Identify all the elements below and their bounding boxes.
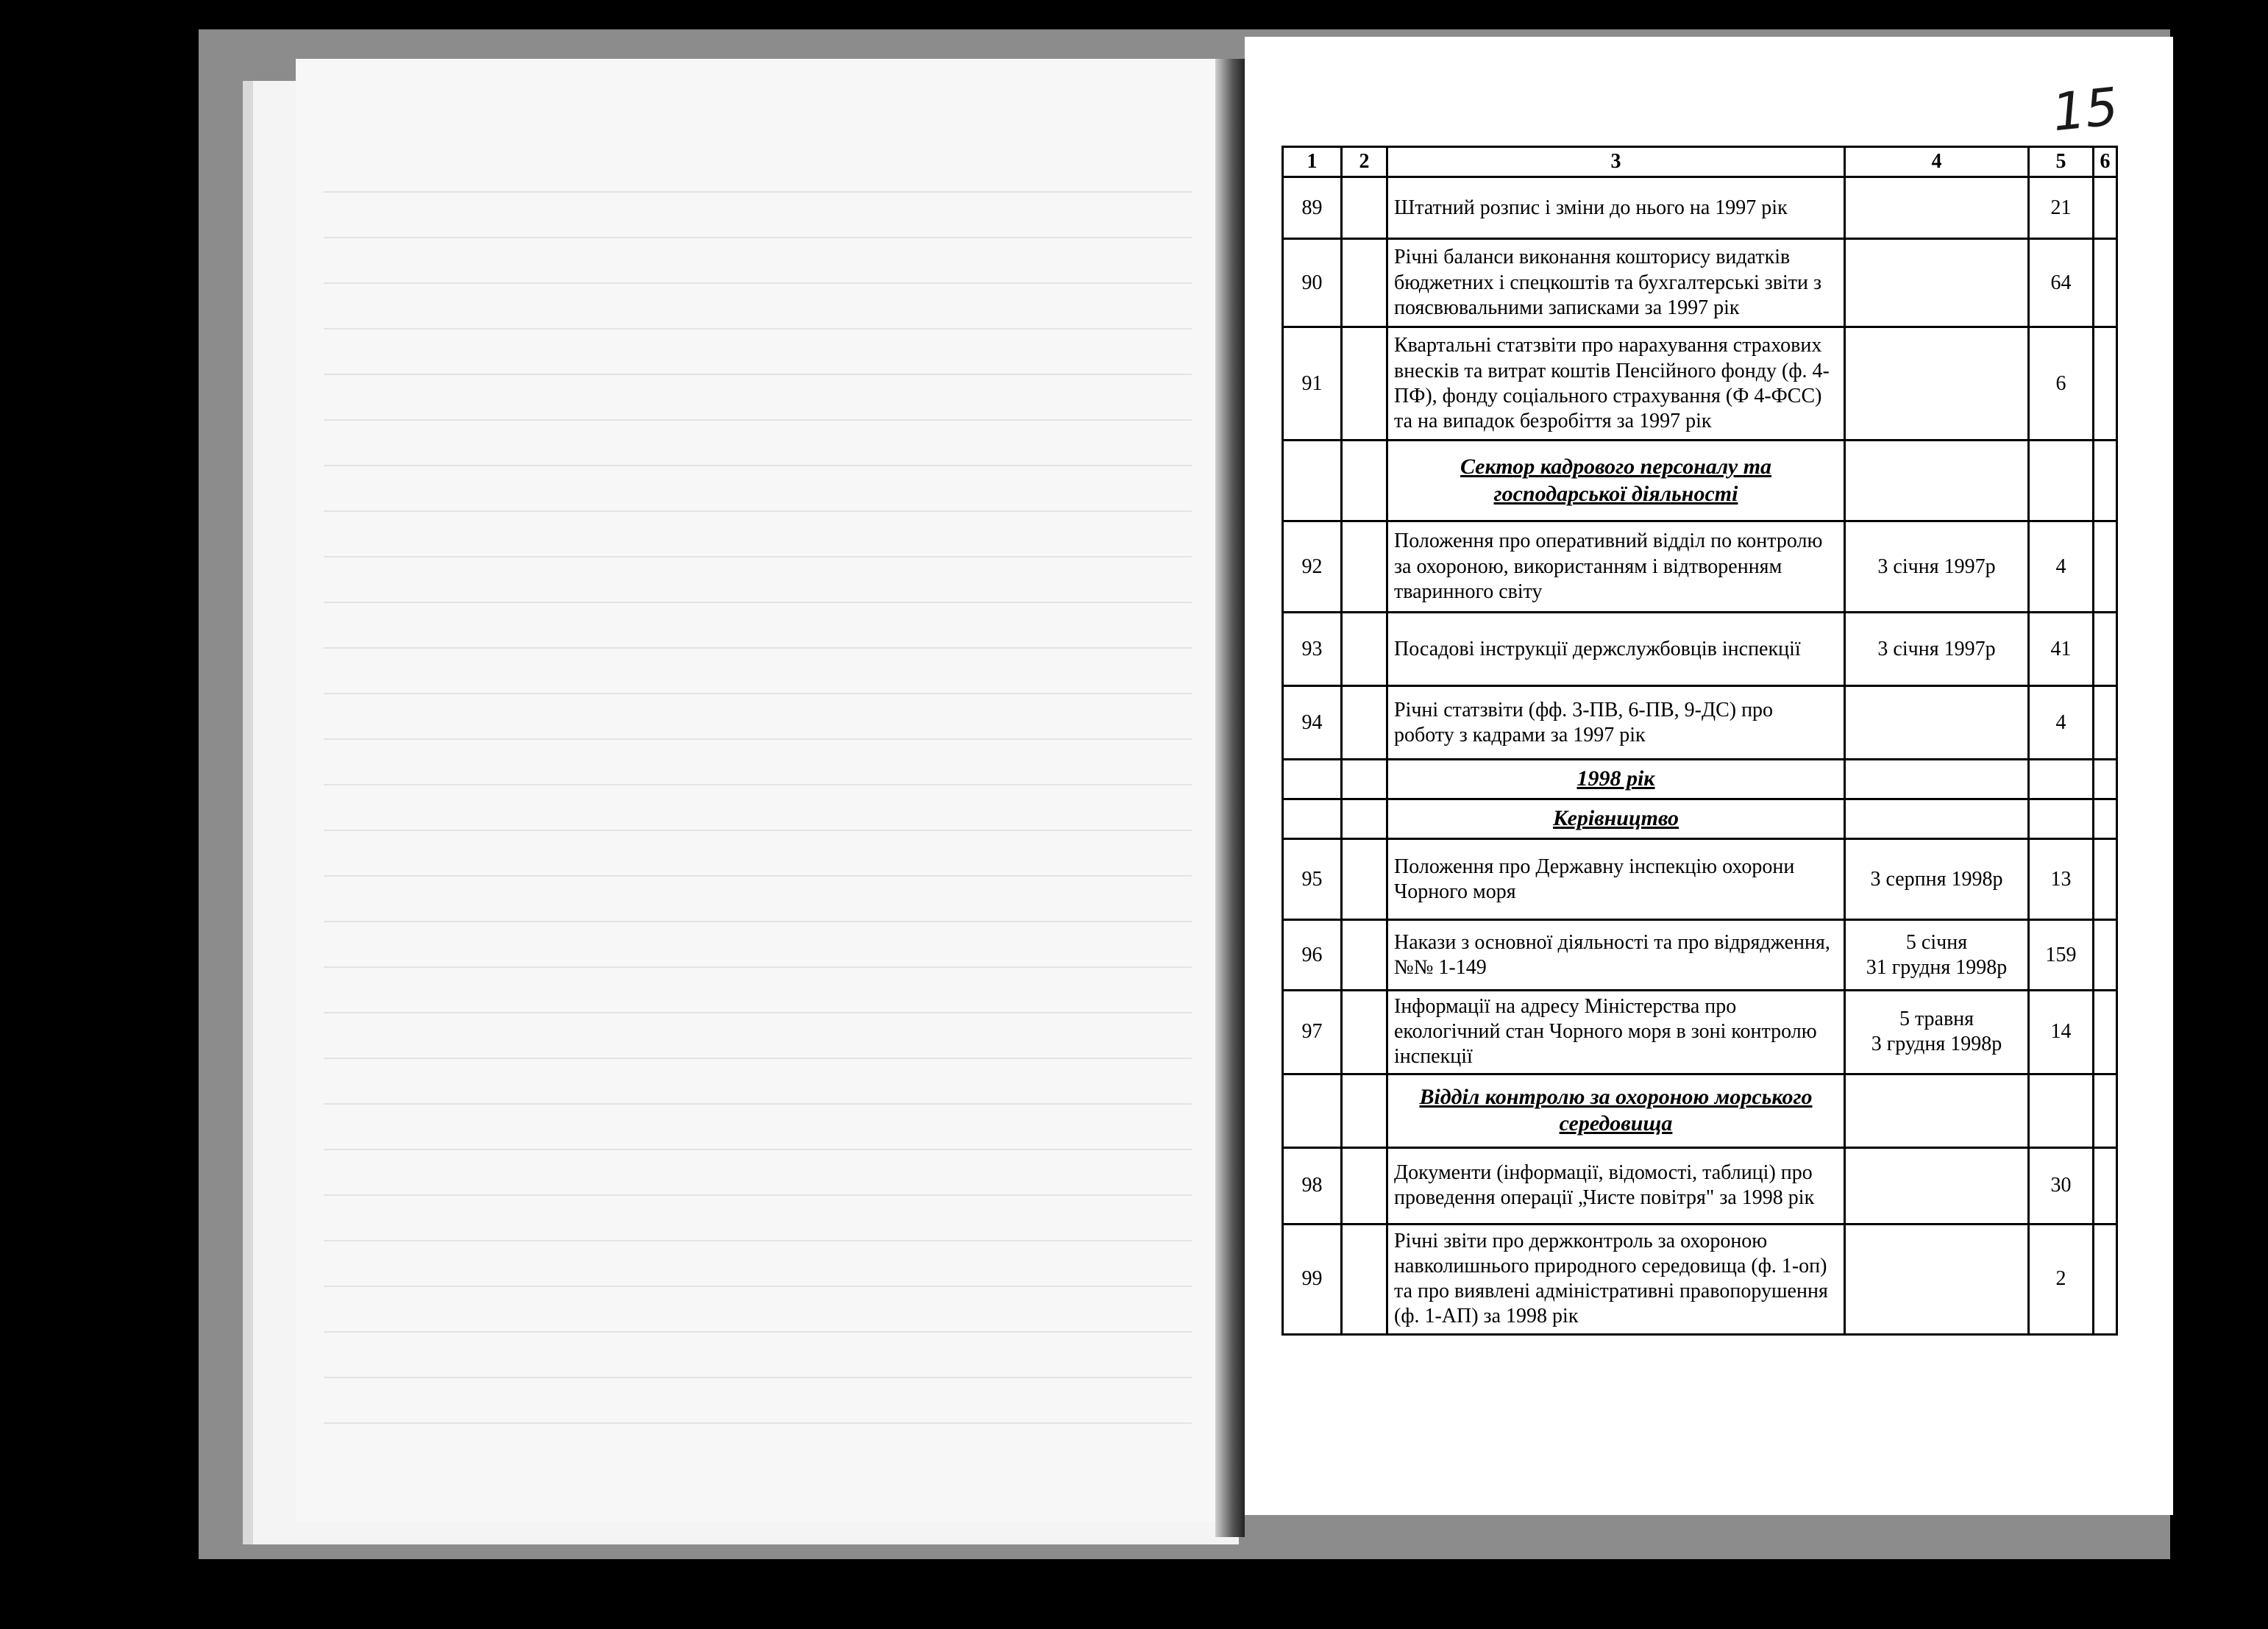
empty-cell (1845, 760, 2029, 799)
item-date: 5 січня 31 грудня 1998р (1845, 920, 2029, 991)
empty-cell (1845, 799, 2029, 839)
empty-cell (1845, 441, 2029, 521)
item-number: 92 (1283, 521, 1342, 613)
table-row (1283, 521, 2117, 613)
empty-cell (1342, 920, 1387, 991)
empty-cell (1845, 1074, 2029, 1147)
header-cell: 6 (2094, 147, 2117, 177)
item-title: Накази з основної діяльності та про відрядження, №№ 1-149 (1387, 920, 1845, 991)
empty-cell (2029, 441, 2094, 521)
item-date (1845, 239, 2029, 327)
empty-cell (1342, 1074, 1387, 1147)
empty-cell (1342, 177, 1387, 239)
empty-cell (1342, 1147, 1387, 1224)
item-number: 89 (1283, 177, 1342, 239)
empty-cell (2094, 613, 2117, 686)
empty-cell (1283, 799, 1342, 839)
table-row (1283, 239, 2117, 327)
empty-cell (2094, 799, 2117, 839)
empty-cell (1283, 1074, 1342, 1147)
header-row (1283, 147, 2117, 177)
item-number: 97 (1283, 991, 1342, 1074)
empty-cell (2094, 991, 2117, 1074)
item-number: 91 (1283, 327, 1342, 441)
item-title: Квартальні статзвіти про нарахування страхових внесків та витрат коштів Пенсійного фонду (ф. 4-ПФ), фонду соціального страхування (Ф 4-ФСС) та на випадок безробіття за 1997 рік (1387, 327, 1845, 441)
section-title: Керівництво (1387, 799, 1845, 839)
item-sheets: 2 (2029, 1224, 2094, 1334)
section-row (1283, 1074, 2117, 1147)
item-sheets: 41 (2029, 613, 2094, 686)
item-title: Штатний розпис і зміни до нього на 1997 рік (1387, 177, 1845, 239)
item-date: 3 січня 1997р (1845, 613, 2029, 686)
empty-cell (1342, 441, 1387, 521)
table-row (1283, 1224, 2117, 1334)
empty-cell (1342, 686, 1387, 760)
item-title: Інформації на адресу Міністерства про екологічний стан Чорного моря в зоні контролю інспекції (1387, 991, 1845, 1074)
item-number: 94 (1283, 686, 1342, 760)
item-sheets: 6 (2029, 327, 2094, 441)
item-sheets: 64 (2029, 239, 2094, 327)
empty-cell (2029, 1074, 2094, 1147)
register-table (1281, 146, 2118, 1336)
item-title: Річні звіти про держконтроль за охороною навколишнього природного середовища (ф. 1-оп) та про виявлені адміністративні правопорушення (ф. 1-АП) за 1998 рік (1387, 1224, 1845, 1334)
item-title: Річні баланси виконання кошторису видатків бюджетних і спецкоштів та бухгалтерські звіти з поясвювальними записками за 1997 рік (1387, 239, 1845, 327)
item-sheets: 159 (2029, 920, 2094, 991)
section-title: Відділ контролю за охороною морського середовища (1387, 1074, 1845, 1147)
empty-cell (2029, 799, 2094, 839)
item-date: 3 серпня 1998р (1845, 839, 2029, 920)
empty-cell (2094, 1224, 2117, 1334)
table-row (1283, 613, 2117, 686)
empty-cell (2094, 1147, 2117, 1224)
item-date (1845, 327, 2029, 441)
folio-number: 15 (2049, 76, 2122, 143)
item-date (1845, 1224, 2029, 1334)
header-cell: 4 (1845, 147, 2029, 177)
item-number: 98 (1283, 1147, 1342, 1224)
empty-cell (2094, 441, 2117, 521)
empty-cell (1342, 1224, 1387, 1334)
item-date (1845, 686, 2029, 760)
empty-cell (2094, 686, 2117, 760)
item-sheets: 14 (2029, 991, 2094, 1074)
empty-cell (1342, 239, 1387, 327)
empty-cell (2094, 1074, 2117, 1147)
item-sheets: 30 (2029, 1147, 2094, 1224)
header-cell: 5 (2029, 147, 2094, 177)
item-number: 93 (1283, 613, 1342, 686)
section-row (1283, 441, 2117, 521)
table-row (1283, 991, 2117, 1074)
empty-cell (2094, 760, 2117, 799)
section-row (1283, 799, 2117, 839)
item-sheets: 13 (2029, 839, 2094, 920)
empty-cell (1342, 839, 1387, 920)
table-row (1283, 177, 2117, 239)
section-title: Сектор кадрового персоналу та господарської діяльності (1387, 441, 1845, 521)
empty-cell (1342, 327, 1387, 441)
item-date: 5 травня 3 грудня 1998р (1845, 991, 2029, 1074)
table-row (1283, 920, 2117, 991)
item-title: Положення про Державну інспекцію охорони Чорного моря (1387, 839, 1845, 920)
item-date (1845, 1147, 2029, 1224)
item-number: 99 (1283, 1224, 1342, 1334)
item-sheets: 21 (2029, 177, 2094, 239)
table-row (1283, 1147, 2117, 1224)
item-title: Посадові інструкції держслужбовців інспекції (1387, 613, 1845, 686)
table-row (1283, 686, 2117, 760)
left-page-bleedthrough (324, 147, 1192, 1397)
table-row (1283, 839, 2117, 920)
table-row (1283, 327, 2117, 441)
empty-cell (2094, 839, 2117, 920)
empty-cell (1342, 799, 1387, 839)
book-gutter (1215, 59, 1245, 1537)
empty-cell (2094, 327, 2117, 441)
header-cell: 2 (1342, 147, 1387, 177)
section-title: 1998 рік (1387, 760, 1845, 799)
empty-cell (2094, 177, 2117, 239)
item-date (1845, 177, 2029, 239)
item-number: 90 (1283, 239, 1342, 327)
item-number: 96 (1283, 920, 1342, 991)
item-date: 3 січня 1997р (1845, 521, 2029, 613)
item-sheets: 4 (2029, 686, 2094, 760)
empty-cell (1283, 441, 1342, 521)
empty-cell (1342, 613, 1387, 686)
empty-cell (1342, 521, 1387, 613)
header-cell: 1 (1283, 147, 1342, 177)
empty-cell (1342, 760, 1387, 799)
item-sheets: 4 (2029, 521, 2094, 613)
header-cell: 3 (1387, 147, 1845, 177)
item-title: Положення про оперативний відділ по контролю за охороною, використанням і відтворенням тваринного світу (1387, 521, 1845, 613)
item-title: Документи (інформації, відомості, таблиці) про проведення операції „Чисте повітря" за 1998 рік (1387, 1147, 1845, 1224)
empty-cell (2094, 920, 2117, 991)
empty-cell (2094, 239, 2117, 327)
item-number: 95 (1283, 839, 1342, 920)
section-row (1283, 760, 2117, 799)
empty-cell (2029, 760, 2094, 799)
register-rows (1283, 177, 2117, 1334)
empty-cell (1342, 991, 1387, 1074)
empty-cell (1283, 760, 1342, 799)
item-title: Річні статзвіти (фф. 3-ПВ, 6-ПВ, 9-ДС) про роботу з кадрами за 1997 рік (1387, 686, 1845, 760)
empty-cell (2094, 521, 2117, 613)
